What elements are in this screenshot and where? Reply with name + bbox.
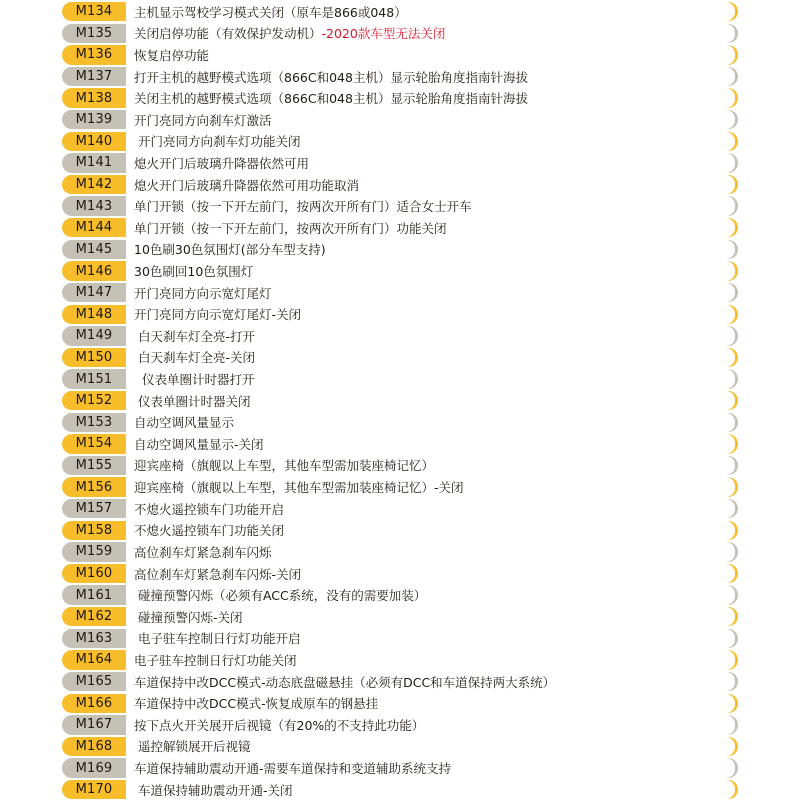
table-row — [62, 629, 738, 648]
table-row — [62, 758, 738, 777]
row-description-text: 不熄火遥控锁车门功能关闭 — [134, 523, 285, 539]
row-code: M164 — [75, 652, 113, 668]
row-code: M141 — [75, 155, 113, 171]
row-description — [126, 585, 735, 604]
row-code: M153 — [75, 414, 113, 430]
row-description-text: 熄火开门后玻璃升降器依然可用 — [134, 155, 310, 171]
row-description — [126, 283, 735, 302]
row-code: M143 — [75, 198, 113, 214]
row-description-text: 车道保持辅助震动开通-需要车道保持和变道辅助系统支持 — [134, 761, 452, 777]
row-description-text: 白天刹车灯全亮-关闭 — [134, 350, 255, 366]
row-description-text: 电子驻车控制日行灯功能开启 — [134, 631, 301, 647]
row-code: M149 — [75, 328, 113, 344]
row-code: M169 — [75, 760, 113, 776]
row-code: M168 — [75, 738, 113, 754]
row-code: M151 — [75, 371, 113, 387]
row-description — [126, 261, 735, 280]
row-code: M155 — [75, 457, 113, 473]
row-description — [126, 240, 735, 259]
table-row — [62, 67, 738, 86]
row-code: M159 — [75, 544, 113, 560]
row-description — [126, 737, 735, 756]
table-row — [62, 391, 738, 410]
row-description — [126, 413, 735, 432]
row-description-text: 按下点火开关展开后视镜（有20%的不支持此功能） — [134, 717, 425, 733]
row-description-text: 白天刹车灯全亮-打开 — [134, 328, 255, 344]
row-description-text: 迎宾座椅（旗舰以上车型，其他车型需加装座椅记忆） — [134, 458, 435, 474]
row-description — [126, 24, 735, 43]
row-description — [126, 650, 735, 669]
row-description — [126, 672, 735, 691]
row-description — [126, 715, 735, 734]
table-row — [62, 737, 738, 756]
row-code: M136 — [75, 47, 113, 63]
row-code: M166 — [75, 695, 113, 711]
row-description — [126, 542, 735, 561]
row-description — [126, 629, 735, 648]
row-code: M152 — [75, 393, 113, 409]
row-description-text: 30色刷回10色氛围灯 — [134, 264, 254, 279]
row-description — [126, 477, 735, 496]
row-description-text: 关闭主机的越野模式选项（866C和048主机）显示轮胎角度指南针海拔 — [134, 91, 528, 107]
row-description-text: 打开主机的越野模式选项（866C和048主机）显示轮胎角度指南针海拔 — [134, 69, 528, 85]
table-row — [62, 477, 738, 496]
row-code: M157 — [75, 501, 113, 517]
row-code: M161 — [75, 587, 113, 603]
row-code: M158 — [75, 522, 113, 538]
table-row — [62, 348, 738, 367]
row-description-text: 不熄火遥控锁车门功能开启 — [134, 501, 285, 517]
row-description — [126, 45, 735, 64]
row-description — [126, 153, 735, 172]
row-description — [126, 780, 735, 799]
table-row — [62, 694, 738, 713]
row-description — [126, 110, 735, 129]
row-code: M162 — [75, 609, 113, 625]
row-description — [126, 196, 735, 215]
row-code: M135 — [75, 25, 113, 41]
row-description — [126, 694, 735, 713]
table-row — [62, 326, 738, 345]
row-description — [126, 607, 735, 626]
table-row — [62, 110, 738, 129]
table-row — [62, 542, 738, 561]
row-code: M160 — [75, 566, 113, 582]
table-row — [62, 218, 738, 237]
row-description-text: 恢复启停功能 — [134, 47, 210, 63]
row-description — [126, 175, 735, 194]
row-code: M163 — [75, 630, 113, 646]
row-description — [126, 218, 735, 237]
row-description — [126, 434, 735, 453]
table-row — [62, 369, 738, 388]
row-code: M165 — [75, 674, 113, 690]
row-description-text: 关闭启停功能（有效保护发动机） — [134, 26, 322, 42]
table-row — [62, 499, 738, 518]
table-row — [62, 24, 738, 43]
row-code: M140 — [75, 133, 113, 149]
row-description-text: 开门亮同方向示宽灯尾灯 — [134, 285, 272, 301]
row-description — [126, 305, 735, 324]
row-code: M146 — [75, 263, 113, 279]
table-row — [62, 88, 738, 107]
table-row — [62, 132, 738, 151]
row-code: M134 — [75, 4, 113, 20]
table-row — [62, 153, 738, 172]
table-row — [62, 45, 738, 64]
table-row — [62, 521, 738, 540]
table-row — [62, 456, 738, 475]
table-row — [62, 413, 738, 432]
table-row — [62, 305, 738, 324]
row-description — [126, 88, 735, 107]
row-code: M156 — [75, 479, 113, 495]
row-code: M148 — [75, 306, 113, 322]
table-row — [62, 261, 738, 280]
row-code: M145 — [75, 241, 113, 257]
row-description-text: 主机显示驾校学习模式关闭（原车是866或048） — [134, 4, 407, 20]
row-code: M144 — [75, 220, 113, 236]
row-code: M167 — [75, 717, 113, 733]
row-description — [126, 326, 735, 345]
table-row — [62, 2, 738, 21]
row-description-text: 熄火开门后玻璃升降器依然可用功能取消 — [134, 177, 360, 193]
row-description — [126, 67, 735, 86]
code-table — [62, 2, 738, 802]
row-warning-note: -2020款车型无法关闭 — [321, 26, 446, 42]
row-code: M138 — [75, 90, 113, 106]
row-code: M170 — [75, 782, 113, 798]
row-description-text: 迎宾座椅（旗舰以上车型，其他车型需加装座椅记忆）-关闭 — [134, 480, 464, 496]
row-code: M142 — [75, 177, 113, 193]
table-row — [62, 434, 738, 453]
table-row — [62, 672, 738, 691]
row-description — [126, 758, 735, 777]
table-row — [62, 650, 738, 669]
row-description-text: 单门开锁（按一下开左前门，按两次开所有门）功能关闭 — [134, 220, 447, 236]
table-row — [62, 175, 738, 194]
row-description-text: 自动空调风量显示 — [134, 415, 235, 431]
row-description — [126, 456, 735, 475]
table-row — [62, 715, 738, 734]
row-description-text: 电子驻车控制日行灯功能关闭 — [134, 652, 297, 668]
row-description-text: 开门亮同方向刹车灯激活 — [134, 112, 272, 128]
row-description-text: 高位刹车灯紧急刹车闪烁-关闭 — [134, 566, 302, 582]
table-row — [62, 196, 738, 215]
row-description-text: 自动空调风量显示-关闭 — [134, 436, 264, 452]
row-code: M150 — [75, 349, 113, 365]
row-description — [126, 564, 735, 583]
row-description-text: 单门开锁（按一下开左前门，按两次开所有门）适合女士开车 — [134, 199, 472, 215]
table-row — [62, 564, 738, 583]
row-code: M147 — [75, 285, 113, 301]
row-description-text: 开门亮同方向刹车灯功能关闭 — [134, 134, 301, 150]
row-description-text: 车道保持中改DCC模式-动态底盘磁悬挂（必须有DCC和车道保持两大系统） — [134, 674, 556, 690]
row-code: M137 — [75, 69, 113, 85]
table-row — [62, 240, 738, 259]
row-description — [126, 521, 735, 540]
row-description — [126, 499, 735, 518]
row-description-text: 仪表单圈计时器打开 — [134, 372, 255, 388]
row-description-text: 碰撞预警闪烁（必须有ACC系统，没有的需要加装） — [134, 588, 427, 604]
table-row — [62, 585, 738, 604]
row-description-text: 仪表单圈计时器关闭 — [134, 393, 251, 409]
row-description — [126, 391, 735, 410]
row-description — [126, 369, 735, 388]
table-row — [62, 607, 738, 626]
row-code: M139 — [75, 112, 113, 128]
row-description-text: 开门亮同方向示宽灯尾灯-关闭 — [134, 307, 302, 323]
row-description-text: 车道保持辅助震动开通-关闭 — [134, 782, 293, 798]
table-row — [62, 780, 738, 799]
row-description — [126, 2, 735, 21]
table-row — [62, 283, 738, 302]
row-description-text: 高位刹车灯紧急刹车闪烁 — [134, 544, 272, 560]
row-code: M154 — [75, 436, 113, 452]
row-description — [126, 132, 735, 151]
row-description-text: 遥控解锁展开后视镜 — [134, 739, 251, 755]
row-description — [126, 348, 735, 367]
row-description-text: 10色刷30色氛围灯(部分车型支持) — [134, 242, 326, 258]
row-description-text: 碰撞预警闪烁-关闭 — [134, 609, 243, 625]
row-description-text: 车道保持中改DCC模式-恢复成原车的钢悬挂 — [134, 696, 379, 712]
